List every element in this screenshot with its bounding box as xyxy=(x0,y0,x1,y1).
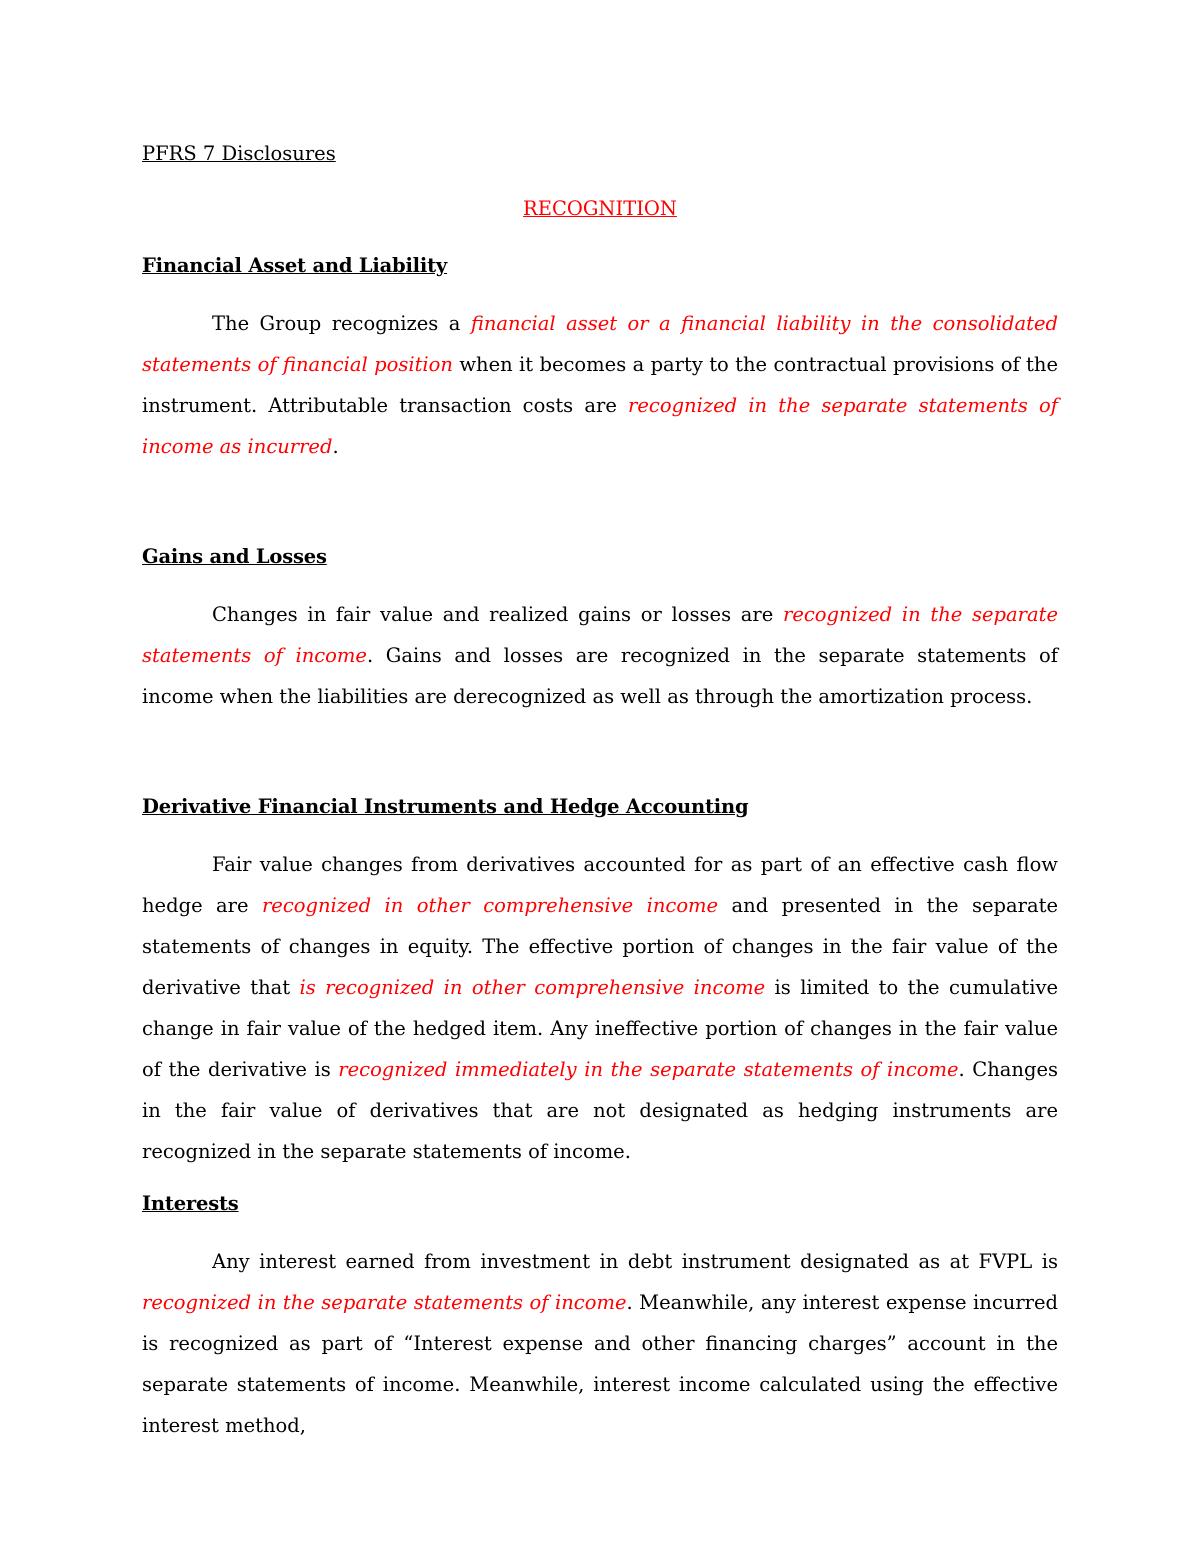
heading-financial-asset-liability: Financial Asset and Liability xyxy=(142,254,448,277)
text-run: Changes in fair value and realized gains or losses are xyxy=(212,603,784,626)
paragraph-financial-asset-liability xyxy=(142,303,1058,467)
highlighted-text: recognized immediately in the separate statements of income xyxy=(338,1058,959,1081)
text-run: Fair value changes from derivatives accounted for as part of an effective cash flow hedge are xyxy=(142,853,1058,917)
text-run: . xyxy=(332,435,339,458)
text-run: is limited to the cumulative change in fair value of the hedged item. Any ineffective portion of changes in the fair value of the derivative is xyxy=(142,976,1059,1081)
highlighted-text: recognized in the separate statements of income as incurred xyxy=(142,394,1058,458)
highlighted-text: financial asset or a financial liability in the consolidated statements of financial position xyxy=(142,312,1058,376)
paragraph-derivative-hedge-accounting xyxy=(142,844,1058,1172)
highlighted-text: is recognized in other comprehensive income xyxy=(299,976,766,999)
heading-gains-losses: Gains and Losses xyxy=(142,545,327,568)
text-run: when it becomes a party to the contractual provisions of the instrument. Attributable transaction costs are xyxy=(142,353,1058,417)
highlighted-text: recognized in other comprehensive income xyxy=(261,894,719,917)
text-run: and presented in the separate statements of changes in equity. The effective portion of changes in the fair value of the derivative that xyxy=(142,894,1058,999)
heading-derivative-hedge-accounting: Derivative Financial Instruments and Hedge Accounting xyxy=(142,795,749,818)
text-run: The Group recognizes a xyxy=(212,312,471,335)
document-title: PFRS 7 Disclosures xyxy=(142,142,336,165)
text-run: . Meanwhile, any interest expense incurred is recognized as part of “Interest expense and other financing charges” account in the separate statements of income. Meanwhile, interest income calculated using the effective interest method, xyxy=(142,1291,1058,1437)
text-run: . Changes in the fair value of derivatives that are not designated as hedging instruments are recognized in the separate statements of income. xyxy=(142,1058,1058,1163)
heading-interests: Interests xyxy=(142,1192,239,1215)
highlighted-text: recognized in the separate statements of income xyxy=(142,1291,627,1314)
paragraph-gains-losses xyxy=(142,594,1058,717)
text-run: Any interest earned from investment in debt instrument designated as at FVPL is xyxy=(212,1250,1058,1273)
section-title-recognition: RECOGNITION xyxy=(523,197,677,220)
text-run: . Gains and losses are recognized in the separate statements of income when the liabilities are derecognized as well as through the amortization process. xyxy=(142,644,1058,708)
paragraph-interests xyxy=(142,1241,1058,1446)
highlighted-text: recognized in the separate statements of income xyxy=(142,603,1058,667)
